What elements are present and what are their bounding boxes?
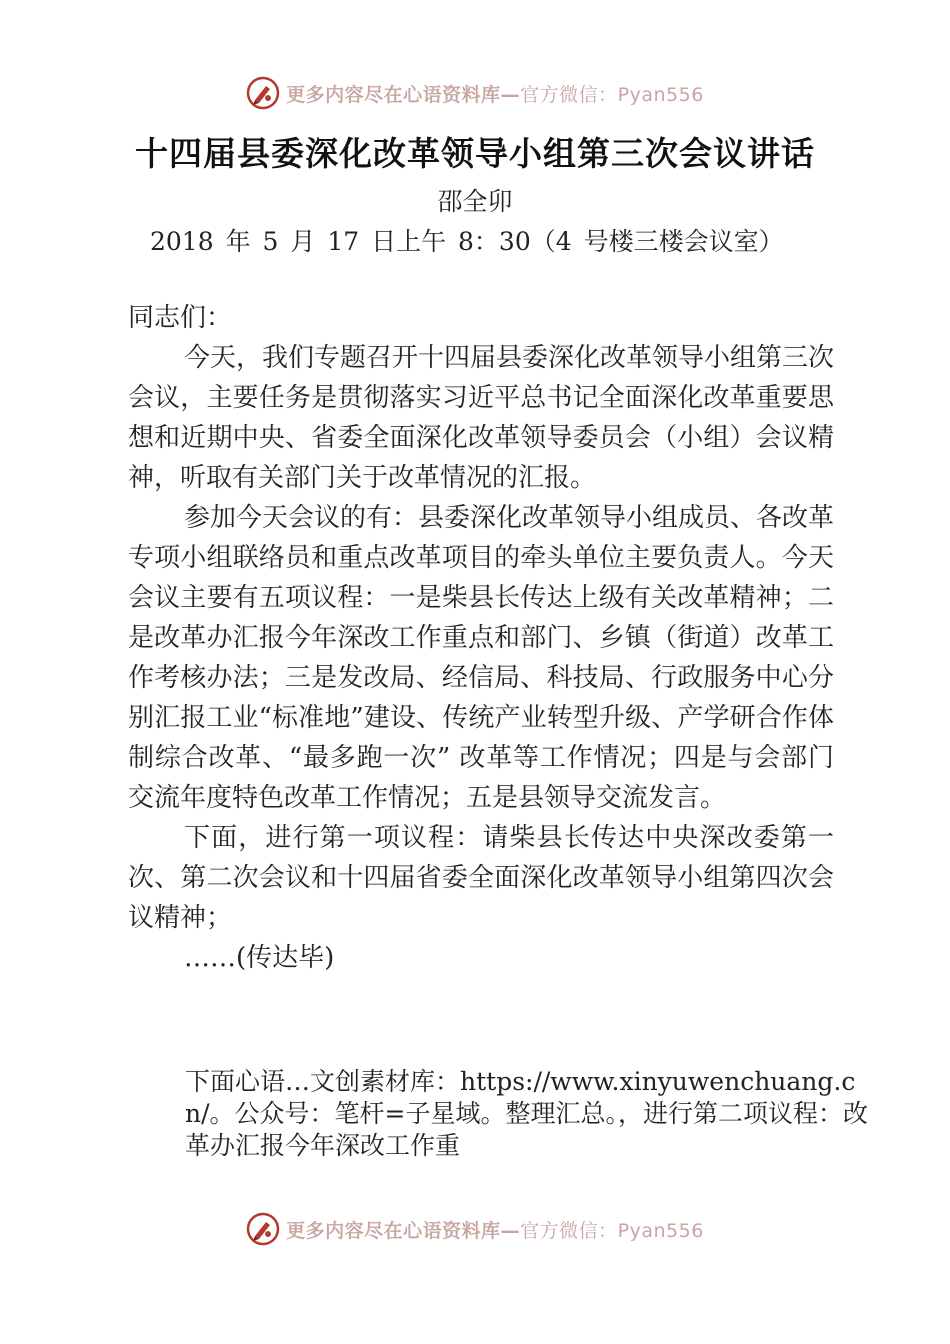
author-name: 邵全卯	[437, 187, 513, 216]
paragraph-ellipsis: ……(传达毕)	[184, 943, 335, 973]
writing-brush-logo-icon	[246, 1212, 280, 1246]
document-title: 十四届县委深化改革领导小组第三次会议讲话	[135, 134, 815, 173]
banner-wechat: 官方微信：Pyan556	[520, 83, 704, 106]
header-banner	[0, 76, 950, 110]
banner-text: 更多内容尽在心语资料库—官方微信：Pyan556	[286, 83, 704, 106]
paragraph: 参加今天会议的有：县委深化改革领导小组成员、各改革专项小组联络员和重点改革项目的牵头单位主要负责人。今天会议主要有五项议程：一是柴县长传达上级有关改革精神；二是改革办汇报今年深改工作重点和部门、乡镇（街道）改革工作考核办法；三是发改局、经信局、科技局、行政服务中心分别汇报工业“标准地”建设、传统产业转型升级、产学研合作体制综合改革、“最多跑一次” 改革等工作情况；四是与会部门交流年度特色改革工作情况；五是县领导交流发言。	[128, 503, 835, 813]
salutation: 同志们：	[128, 303, 233, 333]
banner-wechat: 官方微信：Pyan556	[520, 1219, 704, 1242]
document-body	[128, 298, 834, 978]
banner-text: 更多内容尽在心语资料库—官方微信：Pyan556	[286, 1219, 704, 1242]
paragraph: 今天，我们专题召开十四届县委深化改革领导小组第三次会议，主要任务是贯彻落实习近平总书记全面深化改革重要思想和近期中央、省委全面深化改革领导委员会（小组）会议精神，听取有关部门关于改革情况的汇报。	[128, 343, 835, 493]
meeting-dateline: 2018 年 5 月 17 日上午 8：30（4 号楼三楼会议室）	[150, 227, 784, 256]
writing-brush-logo-icon	[246, 76, 280, 110]
paragraph: 下面，进行第一项议程：请柴县长传达中央深改委第一次、第二次会议和十四届省委全面深化改革领导小组第四次会议精神；	[128, 823, 834, 933]
footer-note: 下面心语…文创素材库：https://www.xinyuwenchuang.cn/。公众号：笔杆=子星域。整理汇总。，进行第二项议程：改革办汇报今年深改工作重	[185, 1067, 868, 1160]
footer-banner	[0, 1212, 950, 1246]
